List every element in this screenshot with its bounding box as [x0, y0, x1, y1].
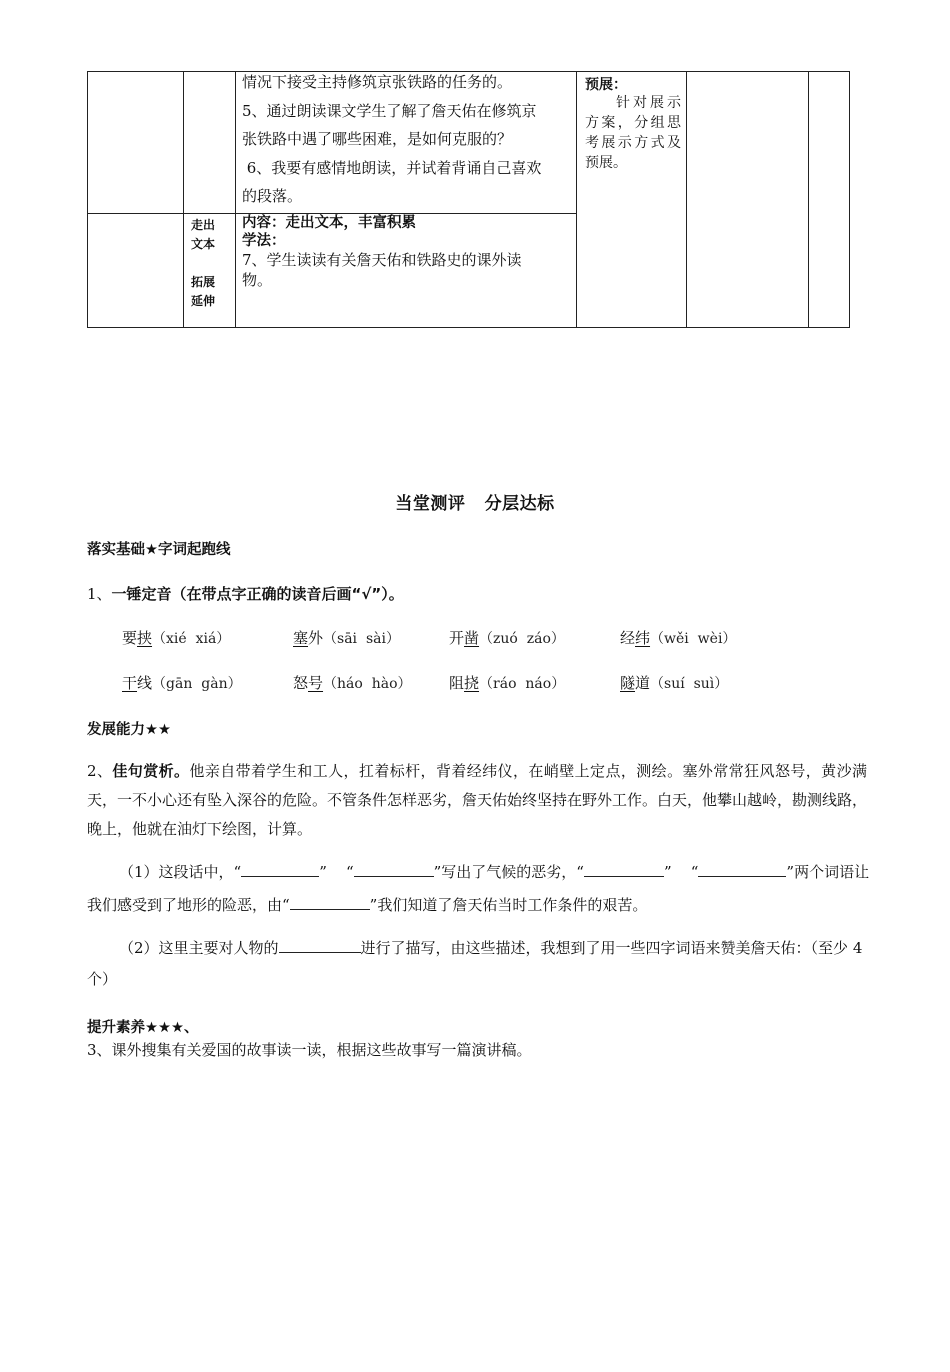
row2-line: 物。 [242, 271, 273, 289]
char: 道 [635, 674, 651, 692]
dotted-char: 挠 [464, 674, 480, 692]
pinyin-item [620, 672, 728, 693]
question-3: 3、课外搜集有关爱国的故事读一读，根据这些故事写一篇演讲稿。 [87, 1041, 532, 1059]
text: ” “ [663, 863, 699, 881]
side-label: 延伸 [191, 294, 216, 308]
dotted-char: 干 [122, 674, 138, 692]
level1-heading: 落实基础★字词起跑线 [87, 542, 231, 558]
side-label: 文本 [191, 237, 216, 251]
pinyin-options: （háo hào） [323, 676, 412, 692]
dotted-char: 纬 [635, 629, 651, 647]
table-border [87, 327, 850, 328]
preview-title: 预展： [585, 77, 627, 93]
preview-text: 针对展示方案，分组思考展示方式及预展。 [585, 95, 681, 171]
pinyin-options: （ráo náo） [479, 676, 566, 692]
pinyin-options: （gān gàn） [152, 676, 242, 692]
question-2-part-1 [87, 856, 872, 922]
row2-line: 7、学生读读有关詹天佑和铁路史的课外读 [242, 251, 522, 269]
dotted-char: 塞 [293, 629, 309, 647]
level3-heading: 提升素养★★★、 [87, 1020, 199, 1036]
section-title: 当堂测评 分层达标 [395, 494, 555, 514]
answer-blank[interactable] [279, 938, 361, 953]
text: （1）这段话中，“ [119, 863, 242, 881]
passage-text: 他亲自带着学生和工人，扛着标杆，背着经纬仪，在峭壁上定点，测绘。塞外常常狂风怒号，黄沙满天，一不小心还有坠入深谷的危险。不管条件怎样恶劣，詹天佑始终坚持在野外工作。白天，他攀山越岭，勘测线路，晚上，他就在油灯下绘图，计算。 [87, 762, 868, 838]
question-title: 一锤定音（在带点字正确的读音后画“√”）。 [111, 585, 404, 603]
char: 怒 [293, 674, 309, 692]
answer-blank[interactable] [354, 862, 434, 877]
char: 经 [620, 629, 636, 647]
text: ”写出了气候的恶劣，“ [433, 863, 584, 881]
answer-blank[interactable] [241, 862, 319, 877]
answer-blank[interactable] [698, 862, 786, 877]
answer-blank[interactable] [290, 895, 370, 910]
table-border [235, 71, 236, 328]
text: ”两个词语让我们感受到了地形的险恶，由“ [87, 863, 870, 914]
pinyin-options: （xié xiá） [152, 631, 231, 647]
pinyin-options: （zuó záo） [479, 631, 565, 647]
question-number: 1、 [87, 585, 112, 603]
answer-blank[interactable] [584, 862, 664, 877]
preview-body [585, 93, 681, 173]
char: 阻 [449, 674, 465, 692]
lesson-table [87, 71, 850, 328]
dotted-char: 挟 [137, 629, 153, 647]
dotted-char: 号 [308, 674, 324, 692]
pinyin-item [293, 627, 400, 648]
text: 进行了描写，由这些描述，我想到了用一些四字词语来赞美詹天佑：（至少 4 个） [87, 939, 863, 988]
pinyin-item [293, 672, 412, 693]
text: ”我们知道了詹天佑当时工作条件的艰苦。 [369, 896, 648, 914]
text-line: 的段落。 [242, 187, 303, 205]
char: 要 [122, 629, 138, 647]
char: 线 [137, 674, 153, 692]
text: （2）这里主要对人物的 [119, 939, 279, 957]
question-title: 佳句赏析。 [112, 762, 190, 780]
table-border [849, 71, 850, 328]
dotted-char: 隧 [620, 674, 636, 692]
pinyin-options: （suí suì） [650, 676, 729, 692]
text: ” “ [319, 863, 354, 881]
pinyin-options: （wěi wèi） [650, 631, 737, 647]
pinyin-item [122, 627, 230, 648]
pinyin-item [449, 627, 565, 648]
question-2-part-2 [87, 933, 872, 995]
text-line: 5、通过朗读课文学生了解了詹天佑在修筑京 [242, 101, 537, 120]
pinyin-item [122, 672, 242, 693]
question-1 [87, 583, 404, 604]
table-border [686, 71, 687, 328]
row2-method: 学法： [242, 233, 286, 249]
pinyin-item [449, 672, 565, 693]
side-label: 拓展 [191, 275, 216, 289]
table-border [576, 71, 577, 328]
row2-content: 内容：走出文本，丰富积累 [242, 215, 416, 231]
table-border [183, 71, 184, 328]
table-row-1-text [242, 68, 541, 211]
level2-heading: 发展能力★★ [87, 722, 171, 738]
dotted-char: 凿 [464, 629, 480, 647]
question-2-passage [87, 757, 867, 844]
pinyin-options: （sāi sài） [323, 631, 400, 647]
table-border [87, 71, 88, 328]
text-line: 6、我要有感情地朗读，并试着背诵自己喜欢 [242, 158, 542, 177]
text-line: 情况下接受主持修筑京张铁路的任务的。 [242, 73, 513, 91]
text-line: 张铁路中遇了哪些困难，是如何克服的？ [242, 130, 513, 148]
table-border [808, 71, 809, 328]
question-number: 2、 [87, 762, 113, 780]
side-label: 走出 [191, 218, 216, 232]
pinyin-item [620, 627, 736, 648]
char: 开 [449, 629, 465, 647]
char: 外 [308, 629, 324, 647]
